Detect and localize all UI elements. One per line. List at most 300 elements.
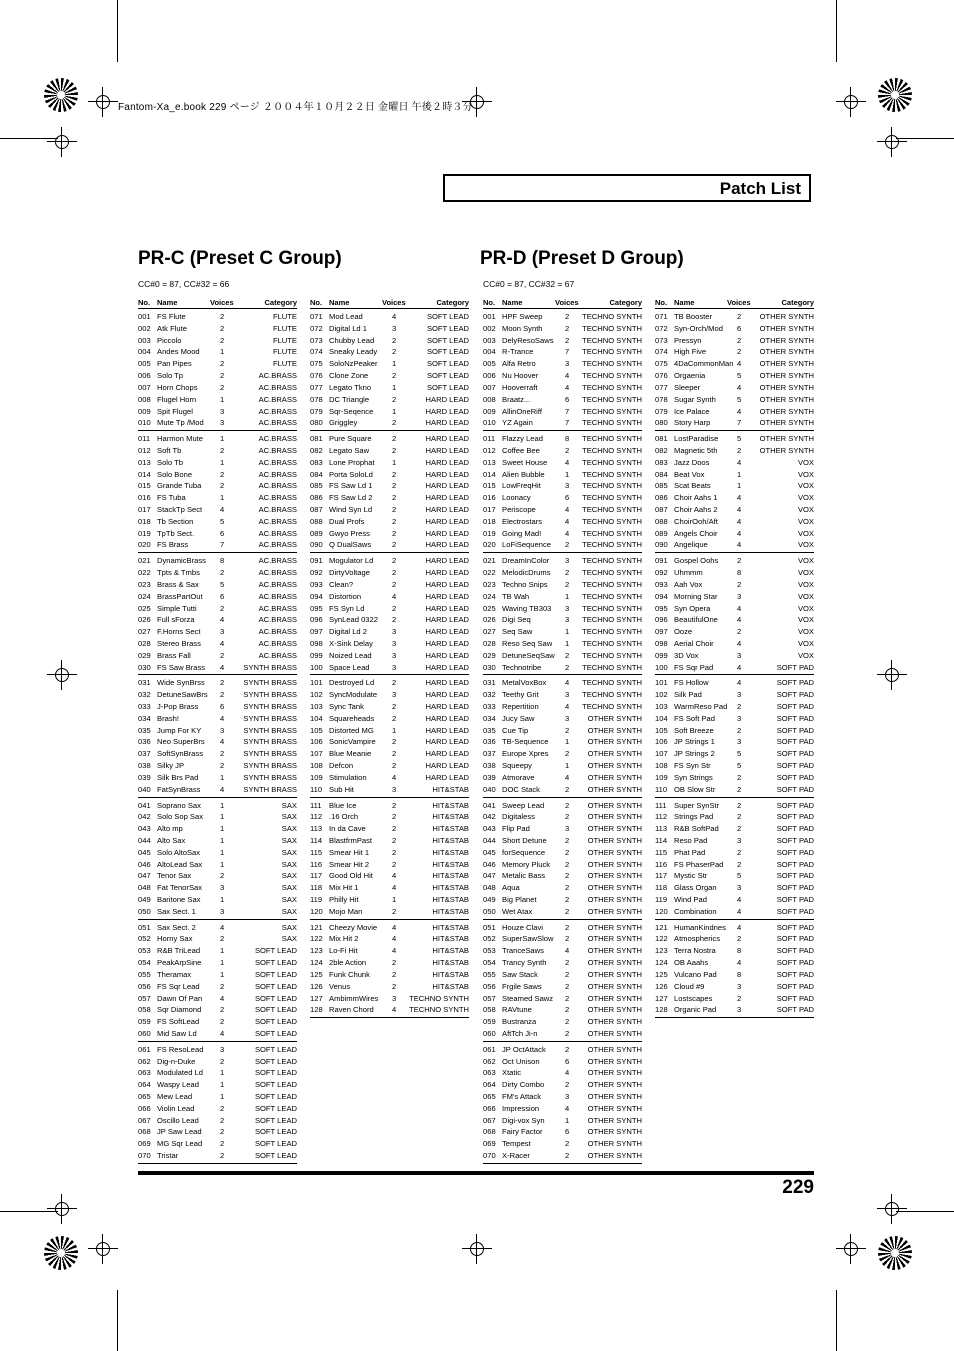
patch-category: AC.BRASS <box>258 540 297 550</box>
column-header-category: Category <box>264 298 297 307</box>
table-row <box>310 406 469 418</box>
patch-group <box>483 553 642 675</box>
patch-voices: 3 <box>565 359 570 369</box>
table-row <box>310 823 469 835</box>
patch-voices: 2 <box>737 993 742 1003</box>
patch-name: Digi Seq <box>502 615 531 625</box>
patch-name: Digital Ld 1 <box>329 323 367 333</box>
patch-number: 040 <box>138 784 151 794</box>
patch-number: 023 <box>483 579 496 589</box>
patch-name: Distortion <box>329 591 362 601</box>
patch-name: Mute Tp /Mod <box>157 418 204 428</box>
patch-number: 108 <box>655 761 668 771</box>
patch-category: VOX <box>797 540 814 550</box>
table-row <box>483 445 642 457</box>
patch-voices: 4 <box>220 638 225 648</box>
patch-name: J-Pop Brass <box>157 702 199 711</box>
table-row <box>138 567 297 579</box>
patch-category: SOFT LEAD <box>254 1068 297 1078</box>
patch-category: SYNTH BRASS <box>243 749 297 759</box>
patch-category: OTHER SYNTH <box>759 406 814 416</box>
patch-name: HPF Sweep <box>502 312 543 321</box>
patch-category: HARD LEAD <box>425 556 469 566</box>
table-row <box>655 504 814 516</box>
patch-number: 063 <box>483 1068 496 1078</box>
table-row <box>310 922 469 934</box>
patch-number: 115 <box>310 847 323 857</box>
table-row <box>483 1138 642 1150</box>
patch-voices: 3 <box>220 627 225 637</box>
patch-number: 018 <box>483 516 496 526</box>
patch-voices: 2 <box>565 1080 570 1090</box>
patch-number: 017 <box>138 505 151 514</box>
patch-name: Alien Bubble <box>502 469 545 479</box>
table-row <box>483 323 642 335</box>
table-row <box>655 882 814 894</box>
patch-number: 047 <box>483 871 496 881</box>
patch-category: SAX <box>281 934 297 944</box>
table-row <box>483 603 642 615</box>
patch-number: 044 <box>483 835 496 845</box>
table-row <box>483 835 642 847</box>
patch-category: SAX <box>281 847 297 857</box>
patch-name: Tb Section <box>157 516 194 526</box>
patch-number: 025 <box>138 603 151 613</box>
patch-number: 050 <box>483 906 496 916</box>
patch-number: 050 <box>138 906 151 916</box>
patch-name: Syn Strings <box>674 772 713 782</box>
table-header <box>483 295 642 309</box>
patch-number: 113 <box>310 824 323 834</box>
patch-category: AC.BRASS <box>258 591 297 601</box>
table-row <box>310 323 469 335</box>
patch-name: Techno Snips <box>502 579 548 589</box>
patch-name: Mojo Man <box>329 906 363 916</box>
table-row <box>655 417 814 429</box>
patch-category: HARD LEAD <box>425 469 469 479</box>
patch-voices: 3 <box>220 725 225 735</box>
patch-name: DelyResoSaws <box>502 335 554 345</box>
patch-category: AC.BRASS <box>258 406 297 416</box>
patch-number: 064 <box>483 1080 496 1090</box>
patch-name: Good Old Hit <box>329 871 373 881</box>
patch-name: Vulcano Pad <box>674 969 717 979</box>
table-row <box>310 882 469 894</box>
patch-table-pr-c-right <box>310 295 469 1018</box>
patch-name: Cloud #9 <box>674 981 705 991</box>
patch-name: Distorted MG <box>329 725 374 735</box>
patch-number: 125 <box>655 969 668 979</box>
patch-name: Dig-n-Duke <box>157 1056 196 1066</box>
patch-category: HARD LEAD <box>425 516 469 526</box>
patch-voices: 4 <box>220 922 225 932</box>
patch-voices: 2 <box>565 871 570 881</box>
patch-name: MG Sqr Lead <box>157 1139 203 1149</box>
table-row <box>483 469 642 481</box>
table-row <box>310 933 469 945</box>
patch-name: DC Triangle <box>329 394 370 404</box>
patch-number: 004 <box>138 347 151 357</box>
patch-name: SonicVampire <box>329 737 376 747</box>
table-row <box>483 1091 642 1103</box>
patch-number: 088 <box>655 516 668 526</box>
patch-name: Ice Palace <box>674 406 710 416</box>
table-row <box>138 736 297 748</box>
patch-number: 019 <box>483 528 496 538</box>
patch-category: SOFT LEAD <box>426 382 469 392</box>
table-row <box>138 800 297 812</box>
table-row <box>655 981 814 993</box>
table-row <box>310 748 469 760</box>
patch-category: TECHNO SYNTH <box>582 591 642 601</box>
patch-voices: 6 <box>220 591 225 601</box>
patch-category: FLUTE <box>272 359 297 369</box>
patch-category: HIT&STAB <box>432 812 469 822</box>
patch-name: Cheezy Movie <box>329 922 378 932</box>
patch-name: LowFreqHit <box>502 481 541 491</box>
patch-voices: 1 <box>565 469 570 479</box>
patch-voices: 4 <box>737 958 742 968</box>
patch-number: 009 <box>483 406 496 416</box>
patch-name: DirtyVoltage <box>329 568 370 578</box>
patch-number: 098 <box>310 638 323 648</box>
patch-name: Scat Beats <box>674 481 711 491</box>
patch-category: SOFT PAD <box>776 958 814 968</box>
patch-voices: 8 <box>565 434 570 444</box>
patch-number: 066 <box>483 1103 496 1113</box>
patch-voices: 2 <box>220 335 225 345</box>
patch-voices: 1 <box>220 457 225 467</box>
patch-name: forSequence <box>502 847 546 857</box>
patch-category: AC.BRASS <box>258 481 297 491</box>
patch-name: Flip Pad <box>502 824 530 834</box>
patch-number: 019 <box>138 528 151 538</box>
patch-voices: 2 <box>392 469 397 479</box>
table-row <box>655 614 814 626</box>
crosshair-mark <box>47 127 77 157</box>
patch-name: DynamicBrass <box>157 556 206 566</box>
patch-number: 001 <box>483 312 496 321</box>
table-row <box>138 662 297 674</box>
table-row <box>138 859 297 871</box>
patch-name: Impression <box>502 1103 540 1113</box>
table-row <box>655 969 814 981</box>
patch-category: AC.BRASS <box>258 469 297 479</box>
patch-number: 100 <box>310 662 323 672</box>
patch-number: 039 <box>138 772 151 782</box>
patch-number: 094 <box>655 591 668 601</box>
patch-number: 036 <box>138 737 151 747</box>
patch-name: DetuneSawBrs <box>157 690 208 700</box>
patch-voices: 2 <box>392 603 397 613</box>
patch-category: OTHER SYNTH <box>587 1044 642 1054</box>
table-row <box>655 748 814 760</box>
crosshair-mark <box>88 87 118 117</box>
patch-voices: 2 <box>565 812 570 822</box>
patch-number: 042 <box>138 812 151 822</box>
patch-name: FS ResoLead <box>157 1044 204 1054</box>
patch-name: Atmospherics <box>674 934 721 944</box>
patch-name: Silk Brs Pad <box>157 772 199 782</box>
patch-name: X-Racer <box>502 1151 530 1161</box>
patch-number: 094 <box>310 591 323 601</box>
table-row <box>138 311 297 323</box>
patch-name: AltoLead Sax <box>157 859 203 869</box>
patch-name: Loonacy <box>502 493 531 503</box>
patch-number: 078 <box>310 394 323 404</box>
patch-name: Legato Tkno <box>329 382 372 392</box>
patch-name: AftTch Ji-n <box>502 1028 538 1038</box>
patch-name: Venus <box>329 981 351 991</box>
patch-voices: 2 <box>737 725 742 735</box>
patch-name: Jucy Saw <box>502 713 535 723</box>
table-row <box>138 469 297 481</box>
patch-category: SOFT LEAD <box>254 969 297 979</box>
patch-group <box>138 675 297 797</box>
patch-name: Strings Pad <box>674 812 714 822</box>
patch-category: SOFT LEAD <box>254 1115 297 1125</box>
patch-table-pr-c-left <box>138 295 297 1164</box>
patch-voices: 4 <box>565 1068 570 1078</box>
table-row <box>483 346 642 358</box>
patch-voices: 2 <box>392 481 397 491</box>
table-row <box>483 859 642 871</box>
patch-number: 103 <box>310 702 323 711</box>
patch-name: Fat TenorSax <box>157 883 203 893</box>
patch-table-pr-d-right <box>655 295 814 1018</box>
patch-voices: 2 <box>392 981 397 991</box>
patch-category: TECHNO SYNTH <box>582 603 642 613</box>
patch-category: SOFT PAD <box>776 859 814 869</box>
patch-name: SoftSynBrass <box>157 749 204 759</box>
patch-category: OTHER SYNTH <box>587 772 642 782</box>
patch-name: Bustranza <box>502 1017 537 1027</box>
patch-number: 054 <box>483 958 496 968</box>
patch-number: 082 <box>655 445 668 455</box>
table-row <box>483 492 642 504</box>
patch-number: 005 <box>138 359 151 369</box>
patch-voices: 2 <box>565 335 570 345</box>
table-row <box>483 1016 642 1028</box>
table-row <box>310 677 469 689</box>
patch-group <box>483 920 642 1042</box>
patch-category: SOFT PAD <box>776 662 814 672</box>
patch-category: SOFT PAD <box>776 895 814 904</box>
patch-category: OTHER SYNTH <box>587 1005 642 1015</box>
patch-voices: 2 <box>220 1139 225 1149</box>
patch-name: Oscillo Lead <box>157 1115 199 1125</box>
patch-category: OTHER SYNTH <box>587 749 642 759</box>
table-row <box>655 906 814 918</box>
patch-number: 073 <box>655 335 668 345</box>
table-row <box>138 1079 297 1091</box>
patch-group <box>138 553 297 675</box>
patch-voices: 2 <box>737 934 742 944</box>
patch-number: 005 <box>483 359 496 369</box>
table-row <box>138 993 297 1005</box>
patch-number: 093 <box>310 579 323 589</box>
table-row <box>483 882 642 894</box>
patch-voices: 2 <box>220 481 225 491</box>
patch-category: HARD LEAD <box>425 772 469 782</box>
patch-number: 104 <box>310 713 323 723</box>
table-row <box>483 993 642 1005</box>
patch-number: 055 <box>483 969 496 979</box>
patch-name: FS Saw Ld 2 <box>329 493 373 503</box>
table-row <box>138 945 297 957</box>
table-row <box>138 760 297 772</box>
patch-category: HARD LEAD <box>425 650 469 660</box>
patch-voices: 4 <box>392 934 397 944</box>
patch-category: VOX <box>797 457 814 467</box>
patch-number: 086 <box>655 493 668 503</box>
patch-voices: 1 <box>220 1080 225 1090</box>
patch-number: 081 <box>655 434 668 444</box>
table-row <box>310 516 469 528</box>
patch-category: OTHER SYNTH <box>587 859 642 869</box>
patch-voices: 3 <box>565 690 570 700</box>
patch-name: Combination <box>674 906 717 916</box>
table-row <box>138 784 297 796</box>
patch-name: Sneaky Leady <box>329 347 378 357</box>
table-row <box>138 906 297 918</box>
patch-name: Syn-Orch/Mod <box>674 323 723 333</box>
patch-name: Aerial Choir <box>674 638 714 648</box>
table-row <box>138 492 297 504</box>
patch-name: Reso Pad <box>674 835 708 845</box>
patch-voices: 4 <box>220 615 225 625</box>
table-row <box>138 701 297 713</box>
patch-name: Ooze <box>674 627 693 637</box>
patch-category: SOFT LEAD <box>426 347 469 357</box>
patch-voices: 1 <box>220 835 225 845</box>
patch-number: 126 <box>655 981 668 991</box>
table-row <box>310 993 469 1005</box>
patch-number: 052 <box>138 934 151 944</box>
patch-number: 048 <box>483 883 496 893</box>
patch-voices: 3 <box>392 993 397 1003</box>
patch-category: HARD LEAD <box>425 457 469 467</box>
table-row <box>310 603 469 615</box>
patch-name: Piccolo <box>157 335 182 345</box>
patch-name: Soprano Sax <box>157 800 201 810</box>
patch-category: HARD LEAD <box>425 749 469 759</box>
table-row <box>138 847 297 859</box>
patch-number: 015 <box>138 481 151 491</box>
patch-name: SynLead 0322 <box>329 615 378 625</box>
patch-name: Waspy Lead <box>157 1080 199 1090</box>
patch-name: Uhmmm <box>674 568 703 578</box>
patch-voices: 2 <box>565 835 570 845</box>
table-row <box>310 311 469 323</box>
table-header <box>310 295 469 309</box>
patch-category: OTHER SYNTH <box>587 1080 642 1090</box>
patch-voices: 2 <box>737 800 742 810</box>
patch-category: AC.BRASS <box>258 568 297 578</box>
column-header-category: Category <box>436 298 469 307</box>
patch-name: High Five <box>674 347 707 357</box>
patch-name: Steamed Sawz <box>502 993 554 1003</box>
patch-voices: 1 <box>220 1068 225 1078</box>
table-row <box>310 370 469 382</box>
patch-name: Hooverraft <box>502 382 538 392</box>
patch-number: 068 <box>483 1127 496 1137</box>
patch-group <box>655 309 814 431</box>
patch-number: 012 <box>483 445 496 455</box>
patch-number: 089 <box>655 528 668 538</box>
patch-voices: 2 <box>565 445 570 455</box>
table-row <box>310 638 469 650</box>
patch-voices: 2 <box>565 895 570 904</box>
patch-category: AC.BRASS <box>258 445 297 455</box>
patch-category: SOFT LEAD <box>254 1017 297 1027</box>
patch-category: SOFT PAD <box>776 678 814 688</box>
patch-voices: 5 <box>737 749 742 759</box>
table-row <box>138 1044 297 1056</box>
patch-category: OTHER SYNTH <box>759 382 814 392</box>
patch-voices: 2 <box>392 434 397 444</box>
patch-category: VOX <box>797 638 814 648</box>
patch-voices: 2 <box>565 1044 570 1054</box>
patch-number: 085 <box>655 481 668 491</box>
patch-number: 069 <box>483 1139 496 1149</box>
patch-name: Magnetic 5th <box>674 445 718 455</box>
table-row <box>138 1016 297 1028</box>
patch-category: TECHNO SYNTH <box>409 1005 469 1015</box>
patch-category: SAX <box>281 922 297 932</box>
patch-voices: 1 <box>392 457 397 467</box>
patch-number: 122 <box>655 934 668 944</box>
section-title-pr-d: PR-D (Preset D Group) <box>480 248 684 269</box>
patch-name: DetuneSeqSaw <box>502 650 555 660</box>
patch-category: SOFT PAD <box>776 883 814 893</box>
patch-number: 011 <box>483 434 496 444</box>
patch-voices: 6 <box>737 323 742 333</box>
patch-number: 106 <box>310 737 323 747</box>
patch-name: Alfa Retro <box>502 359 536 369</box>
patch-number: 017 <box>483 505 496 514</box>
table-row <box>138 603 297 615</box>
patch-voices: 2 <box>392 702 397 711</box>
crosshair-mark <box>877 1194 907 1224</box>
patch-number: 128 <box>655 1005 668 1015</box>
table-row <box>483 311 642 323</box>
patch-voices: 2 <box>565 1017 570 1027</box>
table-row <box>138 823 297 835</box>
patch-number: 119 <box>655 895 668 904</box>
patch-voices: 3 <box>220 418 225 428</box>
patch-name: Horny Sax <box>157 934 193 944</box>
patch-voices: 2 <box>220 568 225 578</box>
table-row <box>138 1150 297 1162</box>
patch-number: 056 <box>483 981 496 991</box>
patch-number: 031 <box>483 678 496 688</box>
patch-voices: 2 <box>220 761 225 771</box>
patch-category: SOFT LEAD <box>254 1103 297 1113</box>
patch-category: SOFT PAD <box>776 969 814 979</box>
patch-category: SAX <box>281 812 297 822</box>
patch-table-pr-d-left <box>483 295 642 1164</box>
patch-group <box>310 920 469 1019</box>
patch-name: Gospel Oohs <box>674 556 719 566</box>
patch-category: SYNTH BRASS <box>243 761 297 771</box>
table-row <box>655 382 814 394</box>
patch-voices: 1 <box>220 394 225 404</box>
patch-voices: 4 <box>220 993 225 1003</box>
patch-voices: 3 <box>220 406 225 416</box>
patch-voices: 4 <box>392 871 397 881</box>
patch-voices: 3 <box>392 323 397 333</box>
